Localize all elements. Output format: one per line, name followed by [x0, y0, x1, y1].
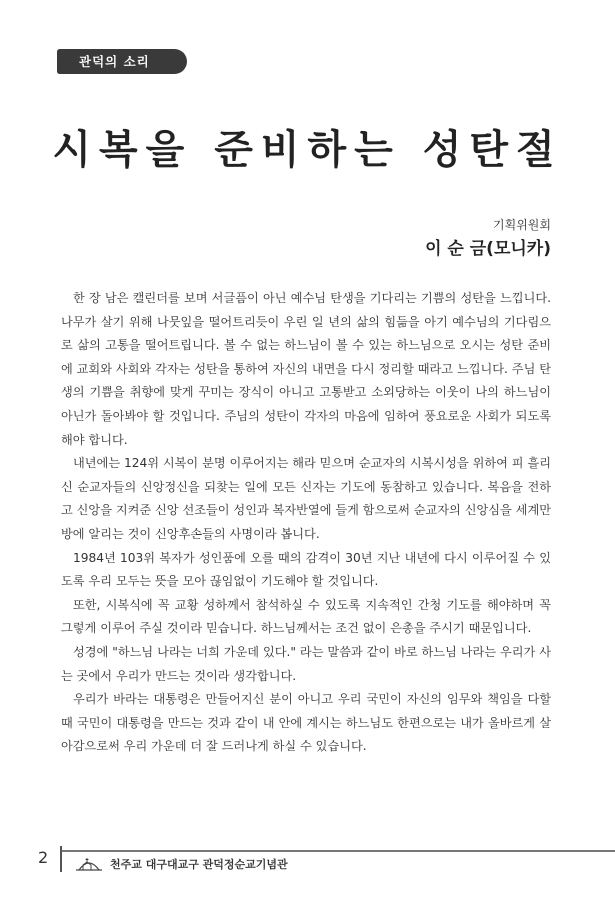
page-number: 2	[38, 848, 49, 867]
paragraph: 우리가 바라는 대통령은 만들어지신 분이 아니고 우리 국민이 자신의 임무와 책임을 다할 때 국민이 대통령을 만드는 것과 같이 내 안에 계시는 하느님도 한편으로는 내가 올바르게 살아감으로써 우리 가운데 더 잘 드러나게 하실 수 있습니다.	[61, 692, 551, 754]
paragraph: 내년에는 124위 시복이 분명 이루어지는 해라 믿으며 순교자의 시복시성을 위하여 피 흘리신 순교자들의 신앙정신을 되찾는 일에 모든 신자는 기도에 동참하고 있습니다. 복음을 전하고 신앙을 지켜준 신앙 선조들이 성인과 복자반열에 들게 함으로써 순교자의 신앙심을 세계만방에 알리는 것이 신앙후손들의 사명이라 봅니다.	[61, 456, 551, 541]
paragraph: 1984년 103위 복자가 성인품에 오를 때의 감격이 30년 지난 내년에 다시 이루어질 수 있도록 우리 모두는 뜻을 모아 끊임없이 기도해야 할 것입니다.	[61, 550, 551, 589]
author-name: 이 순 금(모니카)	[425, 239, 551, 259]
paragraph: 성경에 "하느님 나라는 너희 가운데 있다." 라는 말씀과 같이 바로 하느님 나라는 우리가 사는 곳에서 우리가 만드는 것이라 생각합니다.	[61, 644, 551, 683]
article-body	[61, 287, 551, 759]
section-label: 관덕의 소리	[57, 49, 187, 74]
organization-name: 천주교 대구대교구 관덕정순교기념관	[110, 858, 288, 871]
paragraph: 또한, 시복식에 꼭 교황 성하께서 참석하실 수 있도록 지속적인 간청 기도를 해야하며 꼭 그렇게 이루어 주실 것이라 믿습니다. 하느님께서는 조건 없이 은총을 주시기 때문입니다.	[61, 597, 551, 636]
paragraph: 한 장 남은 캘린더를 보며 서글픔이 아닌 예수님 탄생을 기다리는 기쁨의 성탄을 느낍니다. 나무가 살기 위해 나뭇잎을 떨어트리듯이 우린 일 년의 삶의 힘듦을 아기 예수님의 기다림으로 삶의 고통을 떨어트립니다. 볼 수 없는 하느님이 볼 수 있는 하느님으로 오시는 성탄 준비에 교회와 사회와 각자는 성탄을 통하여 자신의 내면을 다시 정리할 때라고 느낍니다. 주님 탄생의 기쁨을 취향에 맞게 꾸미는 장식이 아니고 고통받고 소외당하는 이웃이 나의 하느님이 아닌가 돌아봐야 할 것입니다. 주님의 성탄이 각자의 마음에 임하여 풍요로운 사회가 되도록 해야 합니다.	[61, 291, 551, 447]
author-role: 기획위원회	[493, 218, 551, 232]
footer-rule	[62, 850, 615, 852]
article-title: 시복을 준비하는 성탄절	[52, 127, 563, 173]
page-footer	[0, 846, 615, 876]
church-logo-icon	[74, 854, 104, 872]
